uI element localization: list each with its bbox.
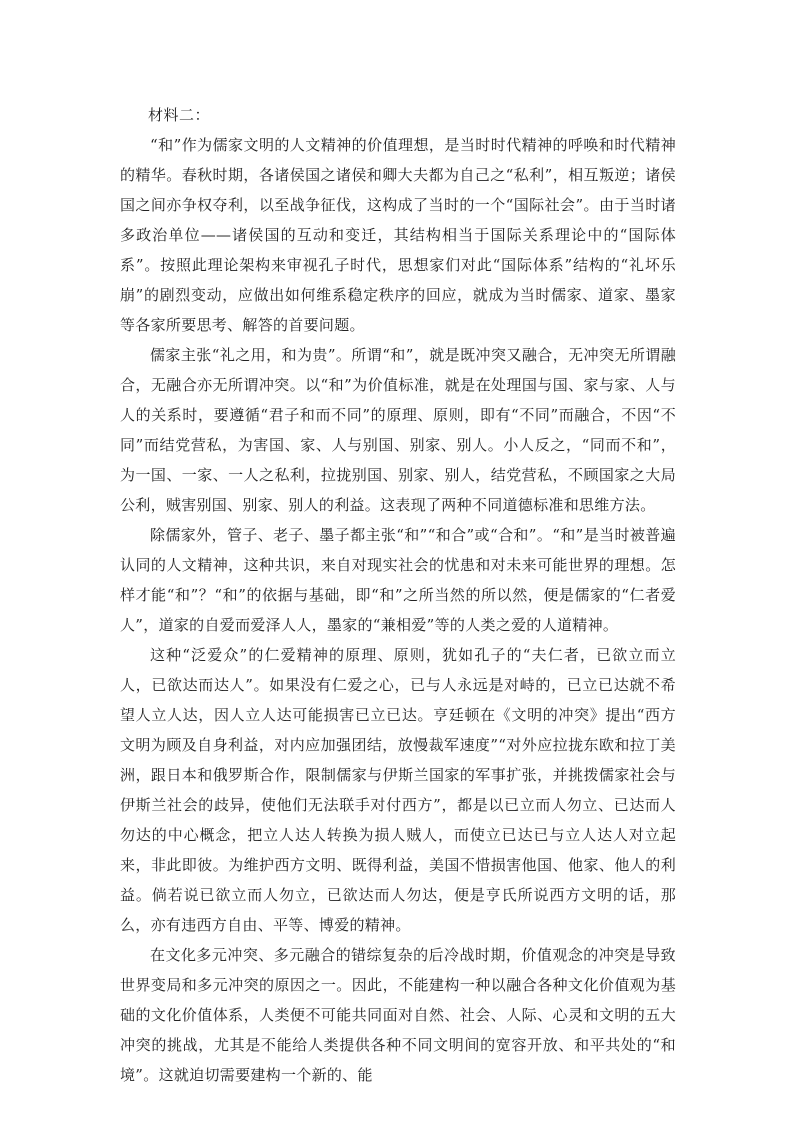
paragraph-2: 儒家主张“礼之用，和为贵”。所谓“和”，就是既冲突又融合，无冲突无所谓融合，无融合亦无所谓冲突。以“和”为价值标准，就是在处理国与国、家与家、人与人的关系时，要遵循“君子和而不同”的原理、原则，即有“不同”而融合，不因“不同”而结党营私，为害国、家、人与别国、别家、别人。小人反之，“同而不和”，为一国、一家、一人之私利，拉拢别国、别家、别人，结党营私，不顾国家之大局公利，贼害别国、别家、别人的利益。这表现了两种不同道德标准和思维方法。 <box>120 346 676 514</box>
paragraph-4: 这种“泛爱众”的仁爱精神的原理、原则，犹如孔子的“夫仁者，已欲立而立人，已欲达而达人”。如果没有仁爱之心，已与人永远是对峙的，已立已达就不希望人立人达，因人立人达可能损害已立已达。亨廷顿在《文明的冲突》提出“西方文明为顾及自身利益，对内应加强团结，放慢裁军速度”“对外应拉拢东欧和拉丁美洲，跟日本和俄罗斯合作，限制儒家与伊斯兰国家的军事扩张，并挑拨儒家社会与伊斯兰社会的歧异，使他们无法联手对付西方”，都是以已立而人勿立、已达而人勿达的中心概念，把立人达人转换为损人贼人，而使立已达已与立人达人对立起来，非此即彼。为维护西方文明、既得利益，美国不惜损害他国、他家、他人的利益。倘若说已欲立而人勿立，已欲达而人勿达，便是亨氏所说西方文明的话，那么，亦有违西方自由、平等、博爱的精神。 <box>120 646 676 934</box>
paragraph-1: “和”作为儒家文明的人文精神的价值理想，是当时时代精神的呼唤和时代精神的精华。春秋时期，各诸侯国之诸侯和卿大夫都为自己之“私利”，相互叛逆；诸侯国之间亦争权夺利，以至战争征伐，这构成了当时的一个“国际社会”。由于当时诸多政治单位——诸侯国的互动和变迁，其结构相当于国际关系理论中的“国际体系”。按照此理论架构来审视孔子时代，思想家们对此“国际体系”结构的“礼坏乐崩”的剧烈变动，应做出如何维系稳定秩序的回应，就成为当时儒家、道家、墨家等各家所要思考、解答的首要问题。 <box>120 136 676 334</box>
document-body <box>120 100 676 1090</box>
paragraph-5: 在文化多元冲突、多元融合的错综复杂的后冷战时期，价值观念的冲突是导致世界变局和多元冲突的原因之一。因此，不能建构一种以融合各种文化价值观为基础的文化价值体系，人类便不可能共同面对自然、社会、人际、心灵和文明的五大冲突的挑战，尤其是不能给人类提供各种不同文明间的宽容开放、和平共处的“和境”。这就迫切需要建构一个新的、能 <box>120 946 676 1084</box>
paragraph-3: 除儒家外，管子、老子、墨子都主张“和”“和合”或“合和”。“和”是当时被普遍认同的人文精神，这种共识，来自对现实社会的忧患和对未来可能世界的理想。怎样才能“和”？“和”的依据与基础，即“和”之所当然的所以然，便是儒家的“仁者爱人”，道家的自爱而爱泽人人，墨家的“兼相爱”等的人类之爱的人道精神。 <box>120 526 676 634</box>
section-heading: 材料二： <box>148 106 211 124</box>
